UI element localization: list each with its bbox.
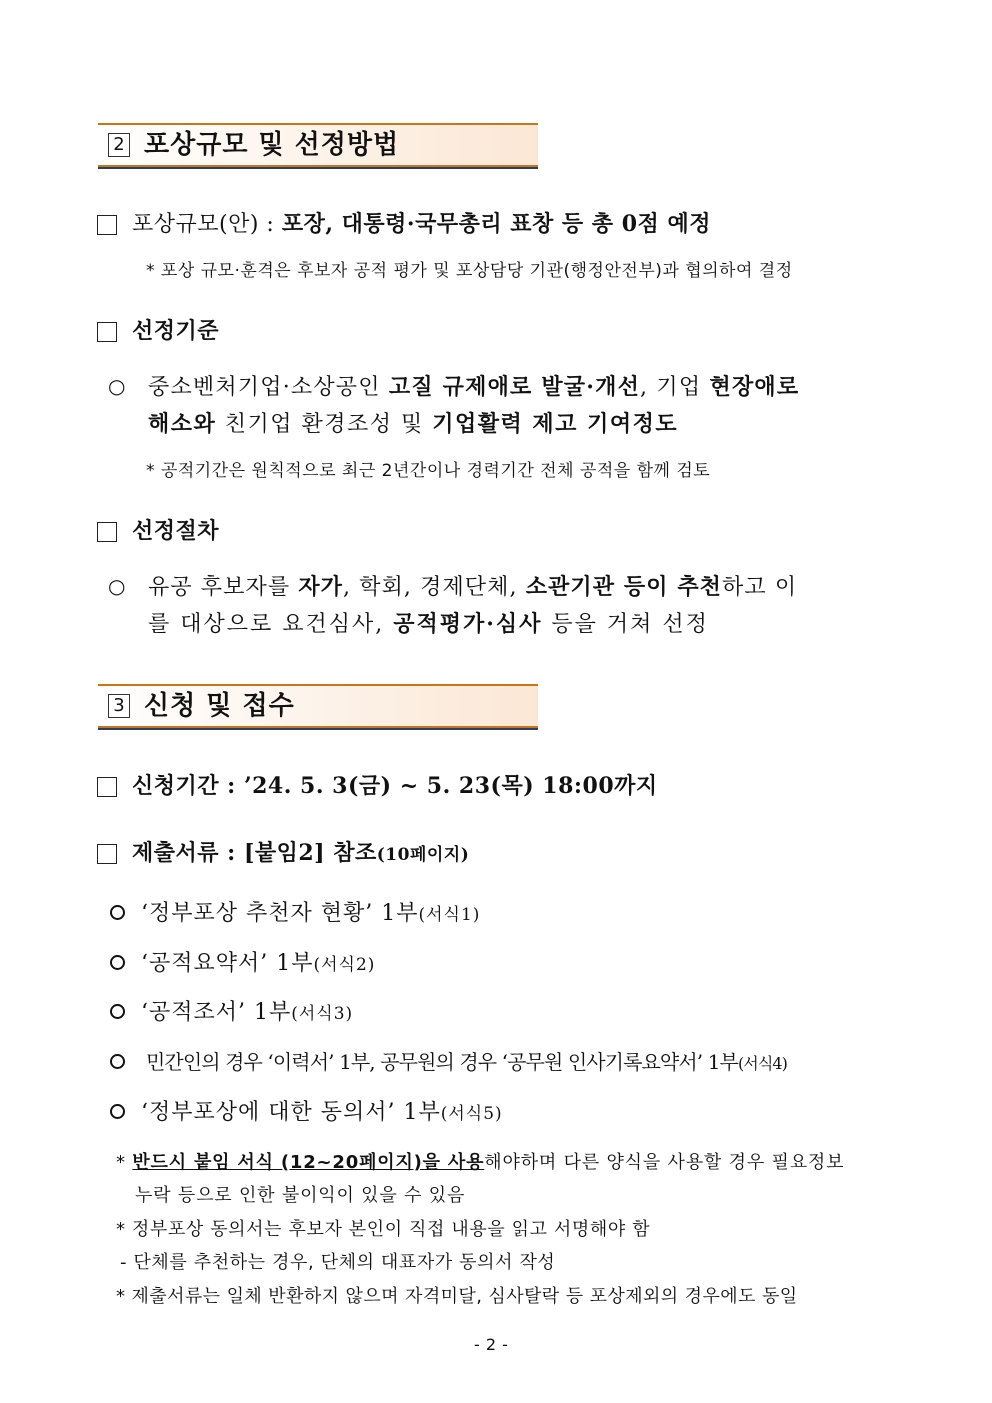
checkbox-square bbox=[97, 522, 117, 542]
criteria-line-1: 중소벤처기업·소상공인 고질 규제애로 발굴·개선, 기업 현장애로 bbox=[148, 374, 800, 400]
bullet-circle: ○ bbox=[108, 574, 126, 598]
criteria-note: * 공적기간은 원칙적으로 최근 2년간이나 경력기간 전체 공적을 함께 검토 bbox=[146, 461, 711, 481]
section-3-number: 3 bbox=[108, 694, 130, 718]
document-item-4: 민간인의 경우 ‘이력서’ 1부, 공무원의 경우 ‘공무원 인사기록요약서’ 1부(서식4) bbox=[146, 1050, 788, 1074]
award-scale-note: * 포상 규모·훈격은 후보자 공적 평가 및 포상담당 기관(행정안전부)과 협의하여 결정 bbox=[146, 261, 793, 281]
note-4: * 제출서류는 일체 반환하지 않으며 자격미달, 심사탈락 등 포상제외의 경우에도 동일 bbox=[116, 1286, 798, 1307]
bullet-ring bbox=[110, 1004, 125, 1019]
document-item-1: ‘정부포상 추천자 현황’ 1부(서식1) bbox=[141, 901, 481, 926]
document-item-3: ‘공적조서’ 1부(서식3) bbox=[141, 1000, 354, 1025]
period-heading: 신청기간 : ’24. 5. 3(금) ~ 5. 23(목) 18:00까지 bbox=[132, 773, 658, 799]
procedure-heading: 선정절차 bbox=[132, 518, 220, 544]
criteria-heading: 선정기준 bbox=[132, 318, 220, 344]
checkbox-square bbox=[97, 322, 117, 342]
page-number: - 2 - bbox=[474, 1335, 509, 1354]
bullet-ring bbox=[110, 1104, 125, 1119]
procedure-line-2: 를 대상으로 요건심사, 공적평가·심사 등을 거쳐 선정 bbox=[148, 611, 709, 637]
section-2-header bbox=[98, 123, 538, 169]
award-scale-heading: 포상규모(안) : 포장, 대통령·국무총리 표창 등 총 0점 예정 bbox=[132, 211, 711, 237]
section-3-title: 신청 및 접수 bbox=[144, 691, 295, 721]
checkbox-square bbox=[97, 215, 117, 235]
note-3: - 단체를 추천하는 경우, 단체의 대표자가 동의서 작성 bbox=[120, 1252, 556, 1273]
section-2-title: 포상규모 및 선정방법 bbox=[144, 130, 400, 160]
checkbox-square bbox=[97, 844, 117, 864]
bullet-ring bbox=[110, 955, 125, 970]
section-2-number: 2 bbox=[108, 133, 130, 157]
bullet-ring bbox=[110, 905, 125, 920]
bullet-circle: ○ bbox=[108, 374, 126, 398]
procedure-line-1: 유공 후보자를 자가, 학회, 경제단체, 소관기관 등이 추천하고 이 bbox=[148, 574, 798, 600]
note-1: * 반드시 붙임 서식 (12~20페이지)을 사용해야하며 다른 양식을 사용할 경우 필요정보 bbox=[116, 1152, 845, 1173]
bullet-ring bbox=[110, 1054, 125, 1069]
documents-heading: 제출서류 : [붙임2] 참조(10페이지) bbox=[132, 840, 470, 866]
checkbox-square bbox=[97, 777, 117, 797]
note-2: * 정부포상 동의서는 후보자 본인이 직접 내용을 읽고 서명해야 함 bbox=[116, 1219, 651, 1240]
document-item-2: ‘공적요약서’ 1부(서식2) bbox=[141, 951, 376, 976]
section-3-header bbox=[98, 684, 538, 730]
document-item-5: ‘정부포상에 대한 동의서’ 1부(서식5) bbox=[141, 1100, 503, 1125]
criteria-line-2: 해소와 친기업 환경조성 및 기업활력 제고 기여정도 bbox=[148, 411, 679, 437]
note-1-continued: 누락 등으로 인한 불이익이 있을 수 있음 bbox=[135, 1185, 466, 1206]
